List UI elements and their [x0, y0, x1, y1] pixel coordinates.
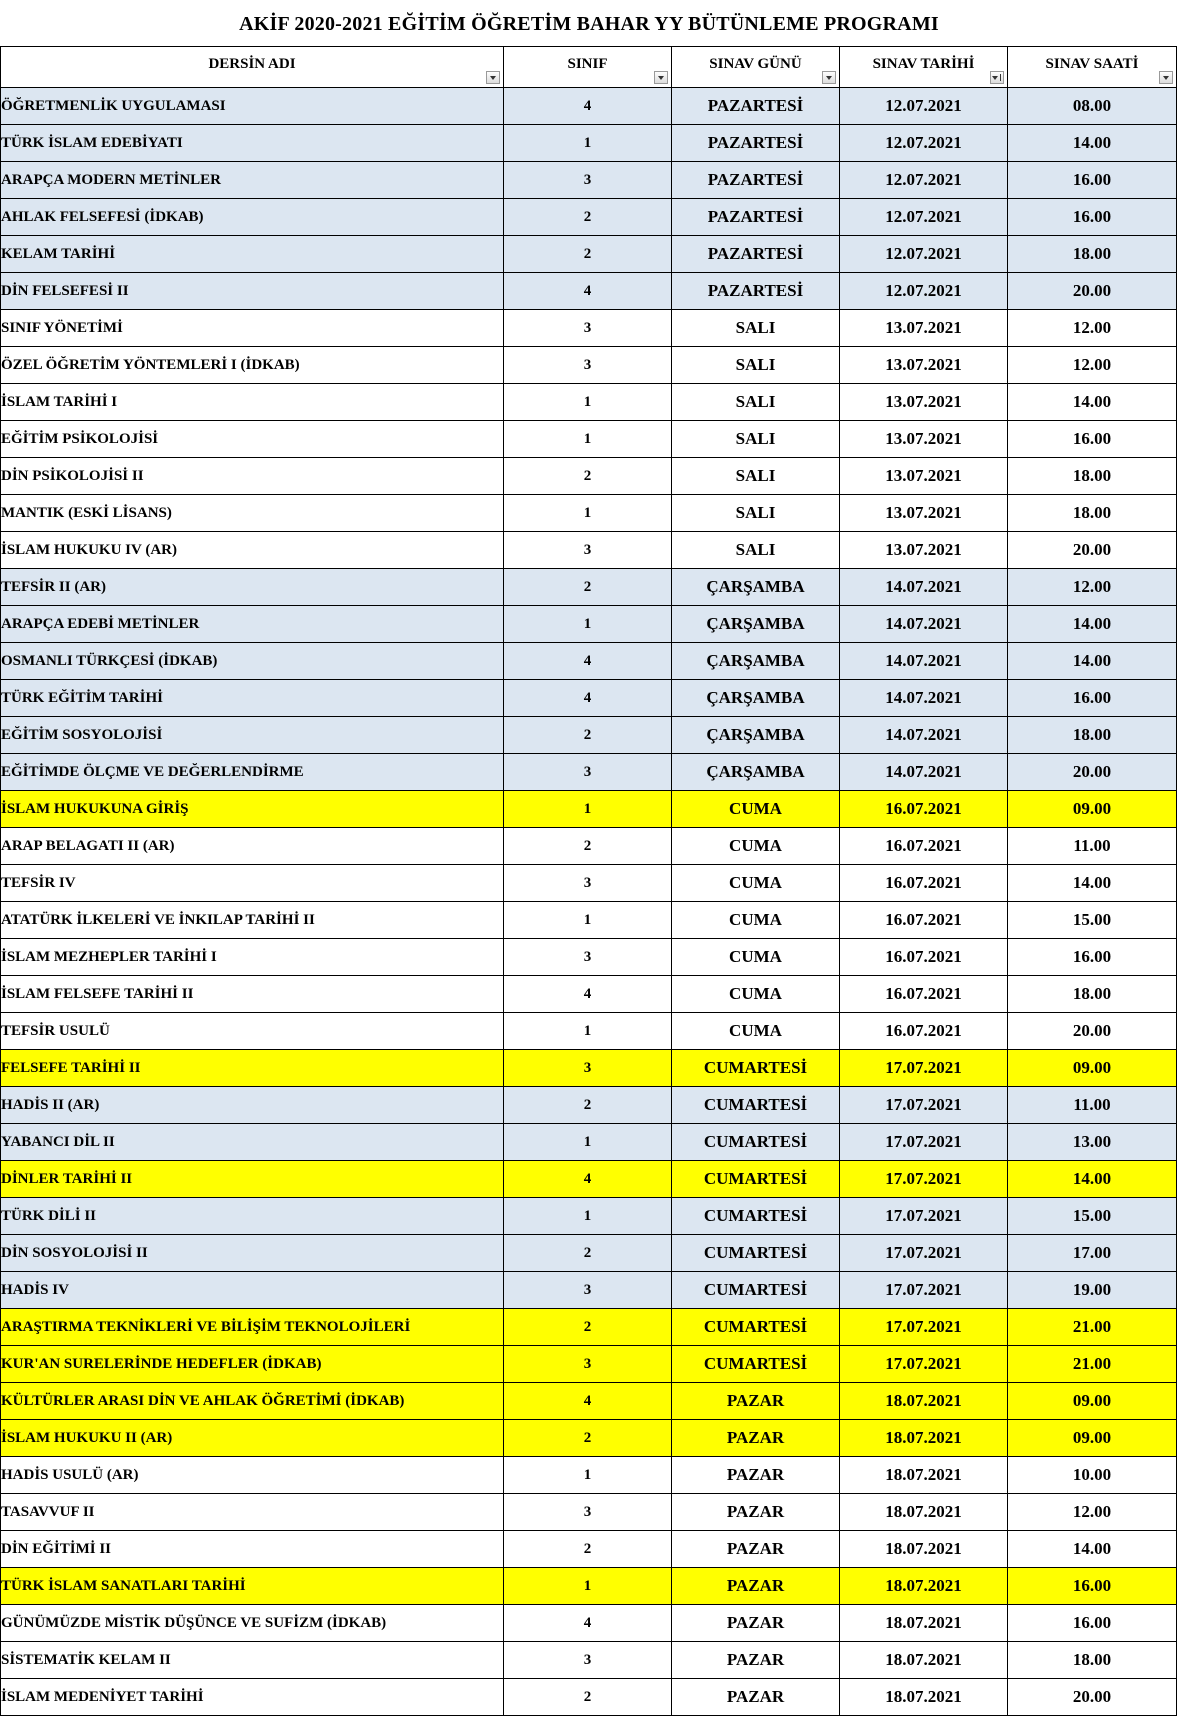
course-name-cell[interactable]: TEFSİR II (AR) [1, 569, 504, 606]
exam-date-cell[interactable]: 14.07.2021 [840, 606, 1008, 643]
course-name-cell[interactable]: TASAVVUF II [1, 1494, 504, 1531]
exam-date-cell[interactable]: 17.07.2021 [840, 1161, 1008, 1198]
class-cell[interactable]: 4 [504, 1383, 672, 1420]
exam-day-cell[interactable]: SALI [672, 310, 840, 347]
table-row [1, 236, 1177, 273]
exam-day-cell[interactable]: SALI [672, 532, 840, 569]
table-row [1, 1161, 1177, 1198]
table-row [1, 902, 1177, 939]
exam-date-cell[interactable]: 14.07.2021 [840, 680, 1008, 717]
table-row [1, 1494, 1177, 1531]
class-cell[interactable]: 3 [504, 1050, 672, 1087]
exam-time-cell[interactable]: 20.00 [1008, 754, 1177, 791]
exam-date-cell[interactable]: 14.07.2021 [840, 643, 1008, 680]
exam-day-cell[interactable]: ÇARŞAMBA [672, 569, 840, 606]
exam-day-cell[interactable]: PAZAR [672, 1642, 840, 1679]
table-row [1, 1420, 1177, 1457]
exam-day-cell[interactable]: PAZAR [672, 1420, 840, 1457]
table-row [1, 791, 1177, 828]
exam-date-cell[interactable]: 13.07.2021 [840, 310, 1008, 347]
class-cell[interactable]: 3 [504, 865, 672, 902]
exam-time-cell[interactable]: 19.00 [1008, 1272, 1177, 1309]
class-cell[interactable]: 4 [504, 680, 672, 717]
course-name-cell[interactable]: SINIF YÖNETİMİ [1, 310, 504, 347]
dropdown-filter-icon[interactable] [654, 71, 668, 84]
course-name-cell[interactable]: DİN EĞİTİMİ II [1, 1531, 504, 1568]
table-row [1, 1568, 1177, 1605]
exam-date-cell[interactable]: 14.07.2021 [840, 569, 1008, 606]
course-name-cell[interactable]: HADİS IV [1, 1272, 504, 1309]
exam-time-cell[interactable]: 14.00 [1008, 1161, 1177, 1198]
exam-day-cell[interactable]: PAZAR [672, 1679, 840, 1716]
exam-date-cell[interactable]: 13.07.2021 [840, 495, 1008, 532]
course-name-cell[interactable]: KUR'AN SURELERİNDE HEDEFLER (İDKAB) [1, 1346, 504, 1383]
exam-time-cell[interactable]: 11.00 [1008, 828, 1177, 865]
table-row [1, 1457, 1177, 1494]
column-header-label: SINAV GÜNÜ [709, 55, 802, 72]
table-row [1, 680, 1177, 717]
class-cell[interactable]: 2 [504, 1087, 672, 1124]
exam-time-cell[interactable]: 14.00 [1008, 865, 1177, 902]
exam-time-cell[interactable]: 17.00 [1008, 1235, 1177, 1272]
exam-time-cell[interactable]: 16.00 [1008, 1605, 1177, 1642]
table-row [1, 717, 1177, 754]
exam-date-cell[interactable]: 18.07.2021 [840, 1679, 1008, 1716]
exam-time-cell[interactable]: 12.00 [1008, 310, 1177, 347]
class-cell[interactable]: 1 [504, 1457, 672, 1494]
course-name-cell[interactable]: OSMANLI TÜRKÇESİ (İDKAB) [1, 643, 504, 680]
exam-date-cell[interactable]: 18.07.2021 [840, 1383, 1008, 1420]
exam-day-cell[interactable]: ÇARŞAMBA [672, 606, 840, 643]
course-name-cell[interactable]: TÜRK EĞİTİM TARİHİ [1, 680, 504, 717]
exam-date-cell[interactable]: 16.07.2021 [840, 828, 1008, 865]
exam-day-cell[interactable]: SALI [672, 421, 840, 458]
class-cell[interactable]: 4 [504, 273, 672, 310]
table-row [1, 532, 1177, 569]
exam-day-cell[interactable]: CUMARTESİ [672, 1272, 840, 1309]
course-name-cell[interactable]: ARAP BELAGATI II (AR) [1, 828, 504, 865]
table-row [1, 1050, 1177, 1087]
exam-day-cell[interactable]: CUMARTESİ [672, 1087, 840, 1124]
table-row [1, 939, 1177, 976]
class-cell[interactable]: 1 [504, 125, 672, 162]
exam-schedule-table [0, 46, 1177, 1716]
table-row [1, 828, 1177, 865]
exam-date-cell[interactable]: 18.07.2021 [840, 1642, 1008, 1679]
class-cell[interactable]: 1 [504, 791, 672, 828]
exam-time-cell[interactable]: 13.00 [1008, 1124, 1177, 1161]
class-cell[interactable]: 3 [504, 1642, 672, 1679]
header-row [1, 47, 1177, 88]
table-row [1, 1531, 1177, 1568]
column-header-label: SINAV TARİHİ [872, 55, 975, 72]
exam-day-cell[interactable]: SALI [672, 458, 840, 495]
class-cell[interactable]: 3 [504, 754, 672, 791]
exam-time-cell[interactable]: 18.00 [1008, 976, 1177, 1013]
exam-day-cell[interactable]: ÇARŞAMBA [672, 680, 840, 717]
exam-day-cell[interactable]: CUMA [672, 939, 840, 976]
course-name-cell[interactable]: İSLAM TARİHİ I [1, 384, 504, 421]
exam-time-cell[interactable]: 21.00 [1008, 1309, 1177, 1346]
exam-day-cell[interactable]: SALI [672, 384, 840, 421]
course-name-cell[interactable]: TÜRK İSLAM EDEBİYATI [1, 125, 504, 162]
exam-day-cell[interactable]: PAZARTESİ [672, 273, 840, 310]
exam-date-cell[interactable]: 12.07.2021 [840, 162, 1008, 199]
class-cell[interactable]: 2 [504, 458, 672, 495]
exam-day-cell[interactable]: CUMA [672, 791, 840, 828]
course-name-cell[interactable]: ATATÜRK İLKELERİ VE İNKILAP TARİHİ II [1, 902, 504, 939]
course-name-cell[interactable]: TÜRK İSLAM SANATLARI TARİHİ [1, 1568, 504, 1605]
exam-date-cell[interactable]: 14.07.2021 [840, 754, 1008, 791]
dropdown-filter-icon[interactable] [486, 71, 500, 84]
table-row [1, 495, 1177, 532]
exam-time-cell[interactable]: 09.00 [1008, 791, 1177, 828]
class-cell[interactable]: 3 [504, 1272, 672, 1309]
table-row [1, 458, 1177, 495]
column-header-label: SINAV SAATİ [1045, 55, 1139, 72]
exam-time-cell[interactable]: 18.00 [1008, 1642, 1177, 1679]
course-name-cell[interactable]: İSLAM MEDENİYET TARİHİ [1, 1679, 504, 1716]
exam-day-cell[interactable]: ÇARŞAMBA [672, 717, 840, 754]
table-row [1, 273, 1177, 310]
course-name-cell[interactable]: KELAM TARİHİ [1, 236, 504, 273]
table-row [1, 1642, 1177, 1679]
exam-date-cell[interactable]: 16.07.2021 [840, 902, 1008, 939]
exam-time-cell[interactable]: 18.00 [1008, 717, 1177, 754]
course-name-cell[interactable]: DİN SOSYOLOJİSİ II [1, 1235, 504, 1272]
course-name-cell[interactable]: AHLAK FELSEFESİ (İDKAB) [1, 199, 504, 236]
class-cell[interactable]: 4 [504, 643, 672, 680]
class-cell[interactable]: 1 [504, 1013, 672, 1050]
exam-time-cell[interactable]: 18.00 [1008, 236, 1177, 273]
class-cell[interactable]: 1 [504, 606, 672, 643]
exam-time-cell[interactable]: 09.00 [1008, 1420, 1177, 1457]
exam-day-cell[interactable]: CUMARTESİ [672, 1161, 840, 1198]
class-cell[interactable]: 3 [504, 1346, 672, 1383]
course-name-cell[interactable]: DİN FELSEFESİ II [1, 273, 504, 310]
exam-date-cell[interactable]: 18.07.2021 [840, 1420, 1008, 1457]
table-row [1, 1679, 1177, 1716]
exam-day-cell[interactable]: CUMA [672, 1013, 840, 1050]
exam-date-cell[interactable]: 13.07.2021 [840, 384, 1008, 421]
course-name-cell[interactable]: YABANCI DİL II [1, 1124, 504, 1161]
exam-time-cell[interactable]: 15.00 [1008, 1198, 1177, 1235]
column-header-label: SINIF [567, 55, 608, 72]
exam-time-cell[interactable]: 12.00 [1008, 347, 1177, 384]
exam-day-cell[interactable]: CUMA [672, 902, 840, 939]
exam-date-cell[interactable]: 13.07.2021 [840, 458, 1008, 495]
class-cell[interactable]: 1 [504, 421, 672, 458]
table-row [1, 1124, 1177, 1161]
class-cell[interactable]: 1 [504, 902, 672, 939]
exam-day-cell[interactable]: ÇARŞAMBA [672, 643, 840, 680]
exam-date-cell[interactable]: 12.07.2021 [840, 125, 1008, 162]
exam-date-cell[interactable]: 18.07.2021 [840, 1457, 1008, 1494]
exam-date-cell[interactable]: 17.07.2021 [840, 1198, 1008, 1235]
exam-day-cell[interactable]: CUMARTESİ [672, 1050, 840, 1087]
course-name-cell[interactable]: TEFSİR IV [1, 865, 504, 902]
exam-day-cell[interactable]: SALI [672, 495, 840, 532]
course-name-cell[interactable]: TÜRK DİLİ II [1, 1198, 504, 1235]
exam-day-cell[interactable]: CUMARTESİ [672, 1346, 840, 1383]
exam-time-cell[interactable]: 09.00 [1008, 1050, 1177, 1087]
exam-time-cell[interactable]: 16.00 [1008, 939, 1177, 976]
course-name-cell[interactable]: DİN PSİKOLOJİSİ II [1, 458, 504, 495]
exam-time-cell[interactable]: 14.00 [1008, 606, 1177, 643]
exam-time-cell[interactable]: 14.00 [1008, 1531, 1177, 1568]
course-name-cell[interactable]: HADİS USULÜ (AR) [1, 1457, 504, 1494]
course-name-cell[interactable]: İSLAM FELSEFE TARİHİ II [1, 976, 504, 1013]
exam-time-cell[interactable]: 20.00 [1008, 532, 1177, 569]
table-row [1, 606, 1177, 643]
exam-time-cell[interactable]: 20.00 [1008, 273, 1177, 310]
table-row [1, 1346, 1177, 1383]
class-cell[interactable]: 2 [504, 828, 672, 865]
exam-date-cell[interactable]: 18.07.2021 [840, 1494, 1008, 1531]
dropdown-filter-icon[interactable] [1159, 71, 1173, 84]
table-row [1, 1087, 1177, 1124]
course-name-cell[interactable]: KÜLTÜRLER ARASI DİN VE AHLAK ÖĞRETİMİ (İDKAB) [1, 1383, 504, 1420]
exam-date-cell[interactable]: 17.07.2021 [840, 1272, 1008, 1309]
exam-day-cell[interactable]: ÇARŞAMBA [672, 754, 840, 791]
course-name-cell[interactable]: EĞİTİM PSİKOLOJİSİ [1, 421, 504, 458]
class-cell[interactable]: 3 [504, 347, 672, 384]
exam-date-cell[interactable]: 17.07.2021 [840, 1050, 1008, 1087]
column-header-ders-adi [1, 47, 504, 88]
course-name-cell[interactable]: ARAPÇA EDEBİ METİNLER [1, 606, 504, 643]
exam-date-cell[interactable]: 17.07.2021 [840, 1309, 1008, 1346]
exam-date-cell[interactable]: 13.07.2021 [840, 421, 1008, 458]
class-cell[interactable]: 2 [504, 1679, 672, 1716]
exam-date-cell[interactable]: 12.07.2021 [840, 273, 1008, 310]
course-name-cell[interactable]: MANTIK (ESKİ LİSANS) [1, 495, 504, 532]
exam-date-cell[interactable]: 16.07.2021 [840, 939, 1008, 976]
table-row [1, 1013, 1177, 1050]
exam-date-cell[interactable]: 18.07.2021 [840, 1568, 1008, 1605]
exam-date-cell[interactable]: 17.07.2021 [840, 1346, 1008, 1383]
exam-date-cell[interactable]: 12.07.2021 [840, 88, 1008, 125]
exam-date-cell[interactable]: 12.07.2021 [840, 199, 1008, 236]
course-name-cell[interactable]: ÖZEL ÖĞRETİM YÖNTEMLERİ I (İDKAB) [1, 347, 504, 384]
table-row [1, 1198, 1177, 1235]
exam-day-cell[interactable]: PAZARTESİ [672, 236, 840, 273]
class-cell[interactable]: 3 [504, 532, 672, 569]
table-row [1, 88, 1177, 125]
exam-day-cell[interactable]: PAZARTESİ [672, 88, 840, 125]
table-row [1, 1235, 1177, 1272]
column-header-sinav-saati [1008, 47, 1177, 88]
course-name-cell[interactable]: FELSEFE TARİHİ II [1, 1050, 504, 1087]
exam-day-cell[interactable]: CUMARTESİ [672, 1235, 840, 1272]
class-cell[interactable]: 3 [504, 939, 672, 976]
class-cell[interactable]: 1 [504, 384, 672, 421]
class-cell[interactable]: 4 [504, 976, 672, 1013]
exam-day-cell[interactable]: PAZAR [672, 1605, 840, 1642]
table-row [1, 1383, 1177, 1420]
exam-date-cell[interactable]: 17.07.2021 [840, 1124, 1008, 1161]
exam-date-cell[interactable]: 17.07.2021 [840, 1235, 1008, 1272]
exam-time-cell[interactable]: 14.00 [1008, 384, 1177, 421]
exam-day-cell[interactable]: CUMARTESİ [672, 1309, 840, 1346]
class-cell[interactable]: 2 [504, 236, 672, 273]
class-cell[interactable]: 1 [504, 1198, 672, 1235]
page-title: AKİF 2020-2021 EĞİTİM ÖĞRETİM BAHAR YY BÜTÜNLEME PROGRAMI [239, 13, 939, 35]
exam-time-cell[interactable]: 14.00 [1008, 643, 1177, 680]
course-name-cell[interactable]: ARAŞTIRMA TEKNİKLERİ VE BİLİŞİM TEKNOLOJİLERİ [1, 1309, 504, 1346]
class-cell[interactable]: 2 [504, 717, 672, 754]
class-cell[interactable]: 1 [504, 495, 672, 532]
column-header-sinav-tarihi [840, 47, 1008, 88]
table-row [1, 643, 1177, 680]
exam-time-cell[interactable]: 20.00 [1008, 1013, 1177, 1050]
class-cell[interactable]: 3 [504, 1494, 672, 1531]
class-cell[interactable]: 4 [504, 1605, 672, 1642]
exam-time-cell[interactable]: 18.00 [1008, 495, 1177, 532]
class-cell[interactable]: 2 [504, 1531, 672, 1568]
exam-date-cell[interactable]: 16.07.2021 [840, 791, 1008, 828]
class-cell[interactable]: 3 [504, 162, 672, 199]
exam-day-cell[interactable]: CUMARTESİ [672, 1124, 840, 1161]
course-name-cell[interactable]: İSLAM HUKUKU II (AR) [1, 1420, 504, 1457]
exam-date-cell[interactable]: 12.07.2021 [840, 236, 1008, 273]
table-row [1, 569, 1177, 606]
exam-time-cell[interactable]: 12.00 [1008, 1494, 1177, 1531]
exam-date-cell[interactable]: 16.07.2021 [840, 865, 1008, 902]
course-name-cell[interactable]: İSLAM MEZHEPLER TARİHİ I [1, 939, 504, 976]
course-name-cell[interactable]: ARAPÇA MODERN METİNLER [1, 162, 504, 199]
course-name-cell[interactable]: İSLAM HUKUKUNA GİRİŞ [1, 791, 504, 828]
exam-day-cell[interactable]: PAZARTESİ [672, 162, 840, 199]
exam-date-cell[interactable]: 14.07.2021 [840, 717, 1008, 754]
exam-time-cell[interactable]: 18.00 [1008, 458, 1177, 495]
course-name-cell[interactable]: SİSTEMATİK KELAM II [1, 1642, 504, 1679]
exam-time-cell[interactable]: 16.00 [1008, 1568, 1177, 1605]
exam-time-cell[interactable]: 08.00 [1008, 88, 1177, 125]
exam-day-cell[interactable]: PAZAR [672, 1457, 840, 1494]
exam-date-cell[interactable]: 17.07.2021 [840, 1087, 1008, 1124]
column-header-sinav-gunu [672, 47, 840, 88]
exam-time-cell[interactable]: 16.00 [1008, 162, 1177, 199]
exam-time-cell[interactable]: 10.00 [1008, 1457, 1177, 1494]
exam-time-cell[interactable]: 12.00 [1008, 569, 1177, 606]
exam-time-cell[interactable]: 16.00 [1008, 421, 1177, 458]
exam-time-cell[interactable]: 16.00 [1008, 680, 1177, 717]
class-cell[interactable]: 2 [504, 1235, 672, 1272]
exam-time-cell[interactable]: 20.00 [1008, 1679, 1177, 1716]
class-cell[interactable]: 3 [504, 310, 672, 347]
exam-date-cell[interactable]: 13.07.2021 [840, 347, 1008, 384]
table-row [1, 1272, 1177, 1309]
exam-time-cell[interactable]: 09.00 [1008, 1383, 1177, 1420]
exam-date-cell[interactable]: 16.07.2021 [840, 1013, 1008, 1050]
class-cell[interactable]: 2 [504, 569, 672, 606]
exam-day-cell[interactable]: CUMARTESİ [672, 1198, 840, 1235]
exam-day-cell[interactable]: PAZAR [672, 1383, 840, 1420]
exam-day-cell[interactable]: PAZAR [672, 1568, 840, 1605]
course-name-cell[interactable]: TEFSİR USULÜ [1, 1013, 504, 1050]
exam-day-cell[interactable]: SALI [672, 347, 840, 384]
exam-date-cell[interactable]: 13.07.2021 [840, 532, 1008, 569]
column-header-label: DERSİN ADI [208, 55, 296, 72]
exam-day-cell[interactable]: PAZAR [672, 1531, 840, 1568]
table-row [1, 754, 1177, 791]
exam-day-cell[interactable]: CUMA [672, 976, 840, 1013]
exam-day-cell[interactable]: PAZARTESİ [672, 125, 840, 162]
course-name-cell[interactable]: İSLAM HUKUKU IV (AR) [1, 532, 504, 569]
table-row [1, 310, 1177, 347]
exam-day-cell[interactable]: PAZAR [672, 1494, 840, 1531]
column-header-sinif [504, 47, 672, 88]
dropdown-filter-icon[interactable] [822, 71, 836, 84]
course-name-cell[interactable]: EĞİTİM SOSYOLOJİSİ [1, 717, 504, 754]
exam-time-cell[interactable]: 16.00 [1008, 199, 1177, 236]
class-cell[interactable]: 2 [504, 1420, 672, 1457]
exam-date-cell[interactable]: 18.07.2021 [840, 1605, 1008, 1642]
exam-day-cell[interactable]: CUMA [672, 865, 840, 902]
exam-time-cell[interactable]: 21.00 [1008, 1346, 1177, 1383]
table-row [1, 1309, 1177, 1346]
exam-day-cell[interactable]: CUMA [672, 828, 840, 865]
class-cell[interactable]: 2 [504, 199, 672, 236]
class-cell[interactable]: 4 [504, 88, 672, 125]
table-row [1, 162, 1177, 199]
exam-day-cell[interactable]: PAZARTESİ [672, 199, 840, 236]
exam-time-cell[interactable]: 15.00 [1008, 902, 1177, 939]
course-name-cell[interactable]: GÜNÜMÜZDE MİSTİK DÜŞÜNCE VE SUFİZM (İDKAB) [1, 1605, 504, 1642]
table-row [1, 125, 1177, 162]
table-row [1, 421, 1177, 458]
table-row [1, 865, 1177, 902]
course-name-cell[interactable]: EĞİTİMDE ÖLÇME VE DEĞERLENDİRME [1, 754, 504, 791]
course-name-cell[interactable]: ÖĞRETMENLİK UYGULAMASI [1, 88, 504, 125]
course-name-cell[interactable]: DİNLER TARİHİ II [1, 1161, 504, 1198]
exam-time-cell[interactable]: 14.00 [1008, 125, 1177, 162]
course-name-cell[interactable]: HADİS II (AR) [1, 1087, 504, 1124]
sort-filter-icon[interactable] [990, 71, 1004, 84]
class-cell[interactable]: 4 [504, 1161, 672, 1198]
exam-time-cell[interactable]: 11.00 [1008, 1087, 1177, 1124]
table-row [1, 199, 1177, 236]
table-row [1, 384, 1177, 421]
table-row [1, 976, 1177, 1013]
exam-date-cell[interactable]: 18.07.2021 [840, 1531, 1008, 1568]
class-cell[interactable]: 2 [504, 1309, 672, 1346]
table-row [1, 1605, 1177, 1642]
class-cell[interactable]: 1 [504, 1568, 672, 1605]
table-row [1, 347, 1177, 384]
class-cell[interactable]: 1 [504, 1124, 672, 1161]
exam-date-cell[interactable]: 16.07.2021 [840, 976, 1008, 1013]
table-body [1, 88, 1177, 1716]
